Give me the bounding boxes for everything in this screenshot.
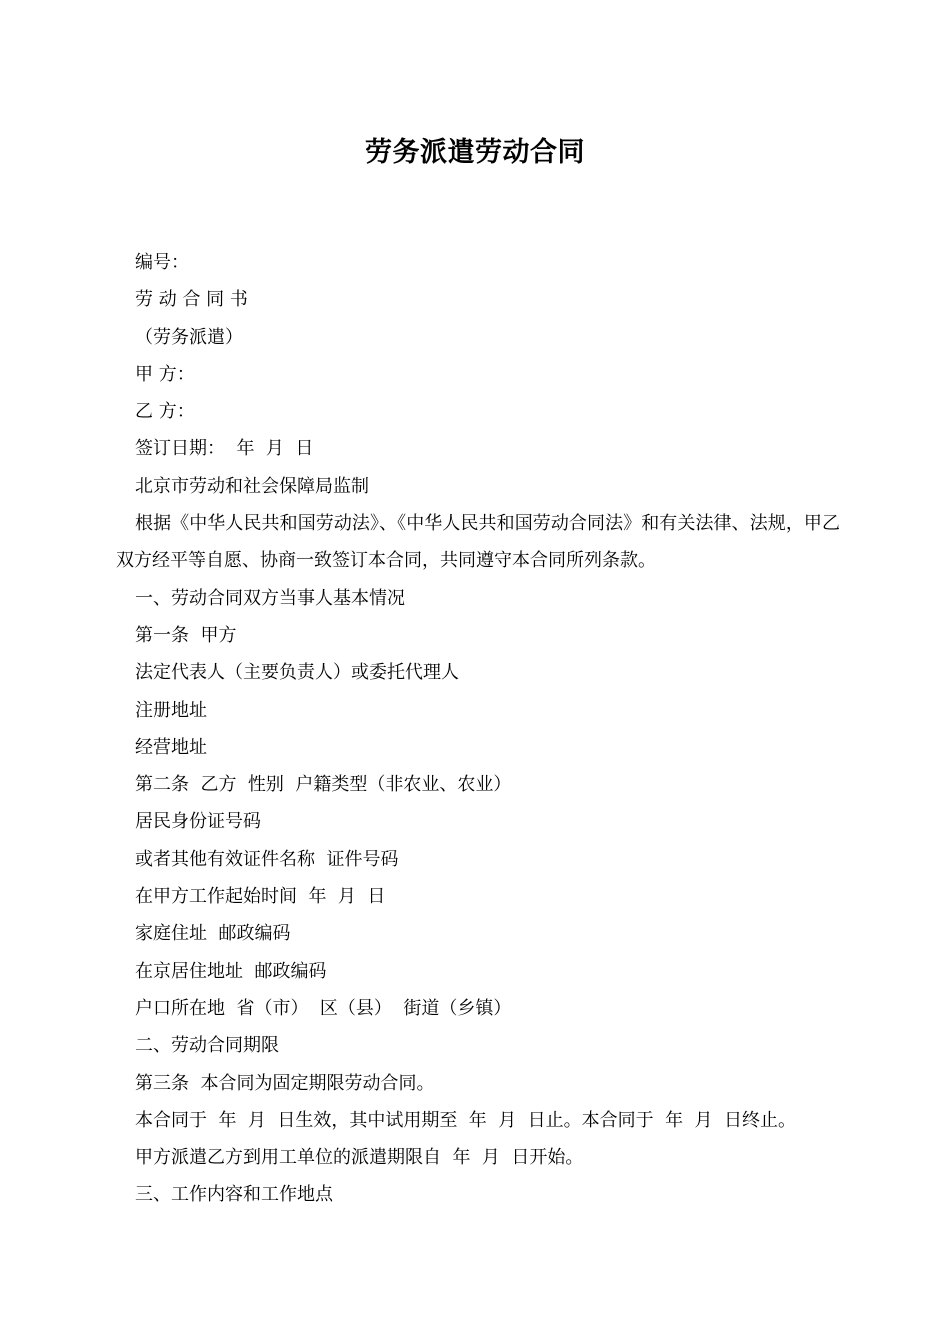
dispatch-period-line: 甲方派遣乙方到用工单位的派遣期限自 年 月 日开始。 — [135, 1147, 584, 1169]
dispatch-subtitle: （劳务派遣） — [135, 326, 243, 348]
beijing-address-line: 在京居住地址 邮政编码 — [135, 960, 327, 982]
party-a-line: 甲 方： — [135, 363, 195, 385]
preamble-paragraph: 根据《中华人民共和国劳动法》、《中华人民共和国劳动合同法》和有关法律、法规，甲乙双方经平等自愿、协商一致签订本合同，共同遵守本合同所列条款。 — [116, 513, 840, 572]
registered-address-line: 注册地址 — [135, 699, 207, 721]
section-heading-1: 一、劳动合同双方当事人基本情况 — [135, 587, 405, 609]
other-id-line: 或者其他有效证件名称 证件号码 — [135, 848, 399, 870]
start-date-line: 在甲方工作起始时间 年 月 日 — [135, 886, 386, 908]
hukou-location-line: 户口所在地 省（市） 区（县） 街道（乡镇） — [135, 997, 512, 1019]
contract-number-line: 编号： — [135, 252, 189, 273]
signing-date-line: 签订日期： 年 月 日 — [135, 438, 314, 460]
home-address-line: 家庭住址 邮政编码 — [135, 923, 291, 945]
legal-representative-line: 法定代表人（主要负责人）或委托代理人 — [135, 662, 459, 684]
document-body — [116, 244, 840, 1214]
article-1-line: 第一条 甲方 — [135, 624, 237, 646]
contract-period-line: 本合同于 年 月 日生效，其中试用期至 年 月 日止。本合同于 年 月 日终止。 — [135, 1109, 796, 1131]
document-title: 劳务派遣劳动合同 — [365, 137, 585, 168]
party-b-line: 乙 方： — [135, 401, 195, 423]
supervisor-line: 北京市劳动和社会保障局监制 — [135, 475, 369, 497]
contract-book-heading: 劳 动 合 同 书 — [135, 289, 248, 311]
section-heading-3: 三、工作内容和工作地点 — [135, 1184, 333, 1206]
article-3-line: 第三条 本合同为固定期限劳动合同。 — [135, 1072, 435, 1094]
article-2-line: 第二条 乙方 性别 户籍类型（非农业、农业） — [135, 774, 512, 796]
id-number-line: 居民身份证号码 — [135, 811, 261, 833]
section-heading-2: 二、劳动合同期限 — [135, 1035, 279, 1057]
business-address-line: 经营地址 — [135, 736, 207, 758]
